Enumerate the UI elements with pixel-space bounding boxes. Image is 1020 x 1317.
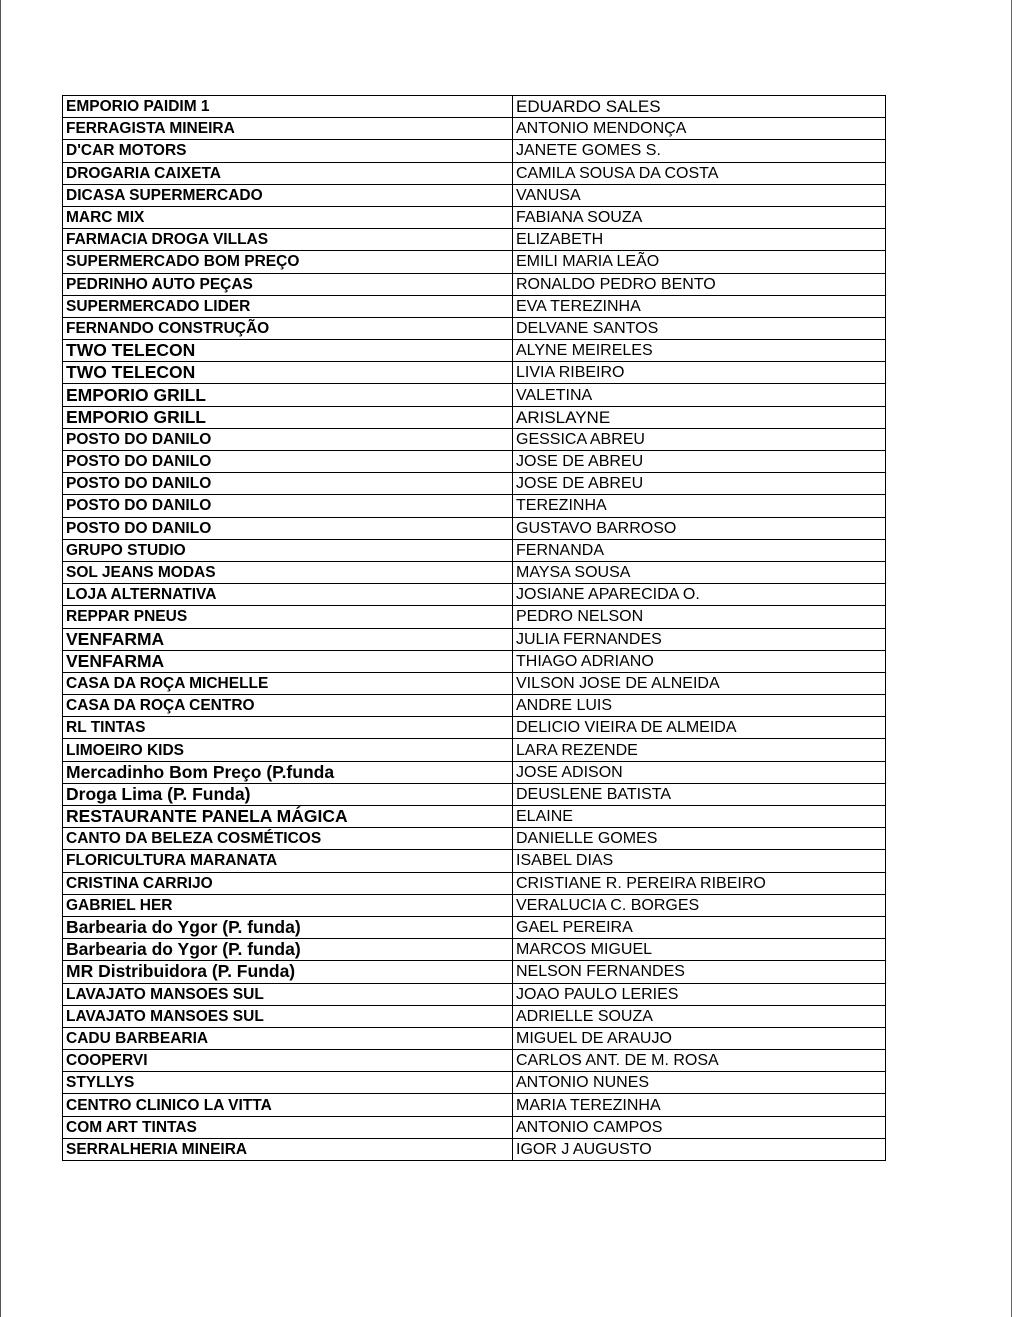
table-row [63, 695, 886, 717]
contact-name-cell: JANETE GOMES S. [513, 140, 886, 162]
business-name-cell: MR Distribuidora (P. Funda) [63, 961, 513, 983]
table-row [63, 1027, 886, 1049]
business-name-cell: Mercadinho Bom Preço (P.funda [63, 761, 513, 783]
table-row [63, 428, 886, 450]
contact-name-cell: ANTONIO MENDONÇA [513, 118, 886, 140]
contact-name-cell: ANDRE LUIS [513, 695, 886, 717]
business-name-cell: RL TINTAS [63, 717, 513, 739]
table-row [63, 1094, 886, 1116]
table-row [63, 584, 886, 606]
business-name-cell: GABRIEL HER [63, 894, 513, 916]
business-name-cell: SOL JEANS MODAS [63, 561, 513, 583]
contact-name-cell: ALYNE MEIRELES [513, 340, 886, 362]
table-row [63, 739, 886, 761]
business-name-cell: SUPERMERCADO LIDER [63, 295, 513, 317]
contact-name-cell: IGOR J AUGUSTO [513, 1138, 886, 1160]
contact-name-cell: LIVIA RIBEIRO [513, 362, 886, 384]
business-name-cell: POSTO DO DANILO [63, 428, 513, 450]
business-name-cell: MARC MIX [63, 206, 513, 228]
table-row [63, 229, 886, 251]
contact-name-cell: DANIELLE GOMES [513, 828, 886, 850]
table-row [63, 961, 886, 983]
table-row [63, 761, 886, 783]
contact-name-cell: THIAGO ADRIANO [513, 650, 886, 672]
contact-name-cell: FERNANDA [513, 539, 886, 561]
contact-name-cell: JOSE DE ABREU [513, 451, 886, 473]
contact-name-cell: GAEL PEREIRA [513, 916, 886, 938]
business-name-cell: DROGARIA CAIXETA [63, 162, 513, 184]
business-name-cell: Barbearia do Ygor (P. funda) [63, 916, 513, 938]
business-name-cell: VENFARMA [63, 650, 513, 672]
table-row [63, 406, 886, 428]
business-name-cell: POSTO DO DANILO [63, 451, 513, 473]
table-row [63, 162, 886, 184]
business-name-cell: TWO TELECON [63, 340, 513, 362]
table-row [63, 983, 886, 1005]
business-name-cell: D'CAR MOTORS [63, 140, 513, 162]
contact-name-cell: ANTONIO CAMPOS [513, 1116, 886, 1138]
business-name-cell: CANTO DA BELEZA COSMÉTICOS [63, 828, 513, 850]
contact-name-cell: NELSON FERNANDES [513, 961, 886, 983]
contact-name-cell: ANTONIO NUNES [513, 1072, 886, 1094]
contact-name-cell: VANUSA [513, 184, 886, 206]
table-row [63, 451, 886, 473]
contact-name-cell: PEDRO NELSON [513, 606, 886, 628]
business-name-cell: CASA DA ROÇA MICHELLE [63, 672, 513, 694]
business-name-cell: LAVAJATO MANSOES SUL [63, 1005, 513, 1027]
contact-name-cell: GUSTAVO BARROSO [513, 517, 886, 539]
table-row [63, 850, 886, 872]
business-name-cell: POSTO DO DANILO [63, 517, 513, 539]
business-name-cell: FLORICULTURA MARANATA [63, 850, 513, 872]
table-row [63, 1005, 886, 1027]
table-row [63, 1116, 886, 1138]
table-row [63, 806, 886, 828]
table-row [63, 628, 886, 650]
business-name-cell: POSTO DO DANILO [63, 495, 513, 517]
contact-name-cell: EDUARDO SALES [513, 96, 886, 118]
table-body [63, 96, 886, 1161]
contact-name-cell: VILSON JOSE DE ALNEIDA [513, 672, 886, 694]
contact-name-cell: ELIZABETH [513, 229, 886, 251]
contact-name-cell: EMILI MARIA LEÃO [513, 251, 886, 273]
business-name-cell: CASA DA ROÇA CENTRO [63, 695, 513, 717]
table-row [63, 561, 886, 583]
contact-name-cell: ELAINE [513, 806, 886, 828]
contact-name-cell: CARLOS ANT. DE M. ROSA [513, 1050, 886, 1072]
contact-name-cell: DEUSLENE BATISTA [513, 783, 886, 805]
business-name-cell: COM ART TINTAS [63, 1116, 513, 1138]
business-name-cell: LIMOEIRO KIDS [63, 739, 513, 761]
contact-name-cell: JOSIANE APARECIDA O. [513, 584, 886, 606]
contact-name-cell: CAMILA SOUSA DA COSTA [513, 162, 886, 184]
business-name-cell: CENTRO CLINICO LA VITTA [63, 1094, 513, 1116]
table-row [63, 916, 886, 938]
contact-name-cell: GESSICA ABREU [513, 428, 886, 450]
table-row [63, 295, 886, 317]
contact-name-cell: DELVANE SANTOS [513, 317, 886, 339]
table-row [63, 251, 886, 273]
table-row [63, 317, 886, 339]
table-row [63, 939, 886, 961]
contact-name-cell: MIGUEL DE ARAUJO [513, 1027, 886, 1049]
contact-name-cell: EVA TEREZINHA [513, 295, 886, 317]
contact-name-cell: VERALUCIA C. BORGES [513, 894, 886, 916]
contact-name-cell: JOSE DE ABREU [513, 473, 886, 495]
contact-name-cell: VALETINA [513, 384, 886, 406]
business-name-cell: SERRALHERIA MINEIRA [63, 1138, 513, 1160]
business-name-cell: GRUPO STUDIO [63, 539, 513, 561]
business-name-cell: Barbearia do Ygor (P. funda) [63, 939, 513, 961]
table-row [63, 340, 886, 362]
table-row [63, 184, 886, 206]
table-row [63, 473, 886, 495]
table-row [63, 96, 886, 118]
table-row [63, 495, 886, 517]
business-name-cell: Droga Lima (P. Funda) [63, 783, 513, 805]
business-name-cell: COOPERVI [63, 1050, 513, 1072]
business-name-cell: FARMACIA DROGA VILLAS [63, 229, 513, 251]
business-name-cell: SUPERMERCADO BOM PREÇO [63, 251, 513, 273]
contact-name-cell: FABIANA SOUZA [513, 206, 886, 228]
contact-name-cell: MARCOS MIGUEL [513, 939, 886, 961]
contact-name-cell: TEREZINHA [513, 495, 886, 517]
business-name-cell: TWO TELECON [63, 362, 513, 384]
business-name-cell: VENFARMA [63, 628, 513, 650]
table-row [63, 206, 886, 228]
business-name-cell: EMPORIO PAIDIM 1 [63, 96, 513, 118]
business-name-cell: EMPORIO GRILL [63, 384, 513, 406]
contact-name-cell: ARISLAYNE [513, 406, 886, 428]
table-row [63, 362, 886, 384]
table-row [63, 118, 886, 140]
contact-name-cell: MARIA TEREZINHA [513, 1094, 886, 1116]
table-row [63, 384, 886, 406]
business-name-cell: POSTO DO DANILO [63, 473, 513, 495]
contact-name-cell: JULIA FERNANDES [513, 628, 886, 650]
business-contact-table [62, 95, 886, 1161]
business-name-cell: DICASA SUPERMERCADO [63, 184, 513, 206]
table-row [63, 894, 886, 916]
contact-name-cell: DELICIO VIEIRA DE ALMEIDA [513, 717, 886, 739]
table-row [63, 539, 886, 561]
table-row [63, 828, 886, 850]
contact-name-cell: RONALDO PEDRO BENTO [513, 273, 886, 295]
table-row [63, 140, 886, 162]
business-name-cell: EMPORIO GRILL [63, 406, 513, 428]
table-row [63, 1050, 886, 1072]
business-name-cell: LAVAJATO MANSOES SUL [63, 983, 513, 1005]
table-row [63, 517, 886, 539]
business-name-cell: LOJA ALTERNATIVA [63, 584, 513, 606]
table-row [63, 273, 886, 295]
table-row [63, 606, 886, 628]
business-name-cell: FERNANDO CONSTRUÇÃO [63, 317, 513, 339]
contact-name-cell: MAYSA SOUSA [513, 561, 886, 583]
contact-name-cell: LARA REZENDE [513, 739, 886, 761]
contact-name-cell: ADRIELLE SOUZA [513, 1005, 886, 1027]
table-row [63, 783, 886, 805]
contact-name-cell: JOSE ADISON [513, 761, 886, 783]
business-name-cell: REPPAR PNEUS [63, 606, 513, 628]
page-edge-left [0, 0, 1, 1317]
contact-name-cell: CRISTIANE R. PEREIRA RIBEIRO [513, 872, 886, 894]
page-edge-right [1011, 0, 1012, 1317]
business-name-cell: RESTAURANTE PANELA MÁGICA [63, 806, 513, 828]
table-row [63, 717, 886, 739]
business-name-cell: STYLLYS [63, 1072, 513, 1094]
contact-name-cell: ISABEL DIAS [513, 850, 886, 872]
business-name-cell: CRISTINA CARRIJO [63, 872, 513, 894]
table-row [63, 1072, 886, 1094]
business-name-cell: PEDRINHO AUTO PEÇAS [63, 273, 513, 295]
business-name-cell: CADU BARBEARIA [63, 1027, 513, 1049]
table-row [63, 672, 886, 694]
table-row [63, 1138, 886, 1160]
table-row [63, 872, 886, 894]
table-row [63, 650, 886, 672]
business-name-cell: FERRAGISTA MINEIRA [63, 118, 513, 140]
contact-name-cell: JOAO PAULO LERIES [513, 983, 886, 1005]
